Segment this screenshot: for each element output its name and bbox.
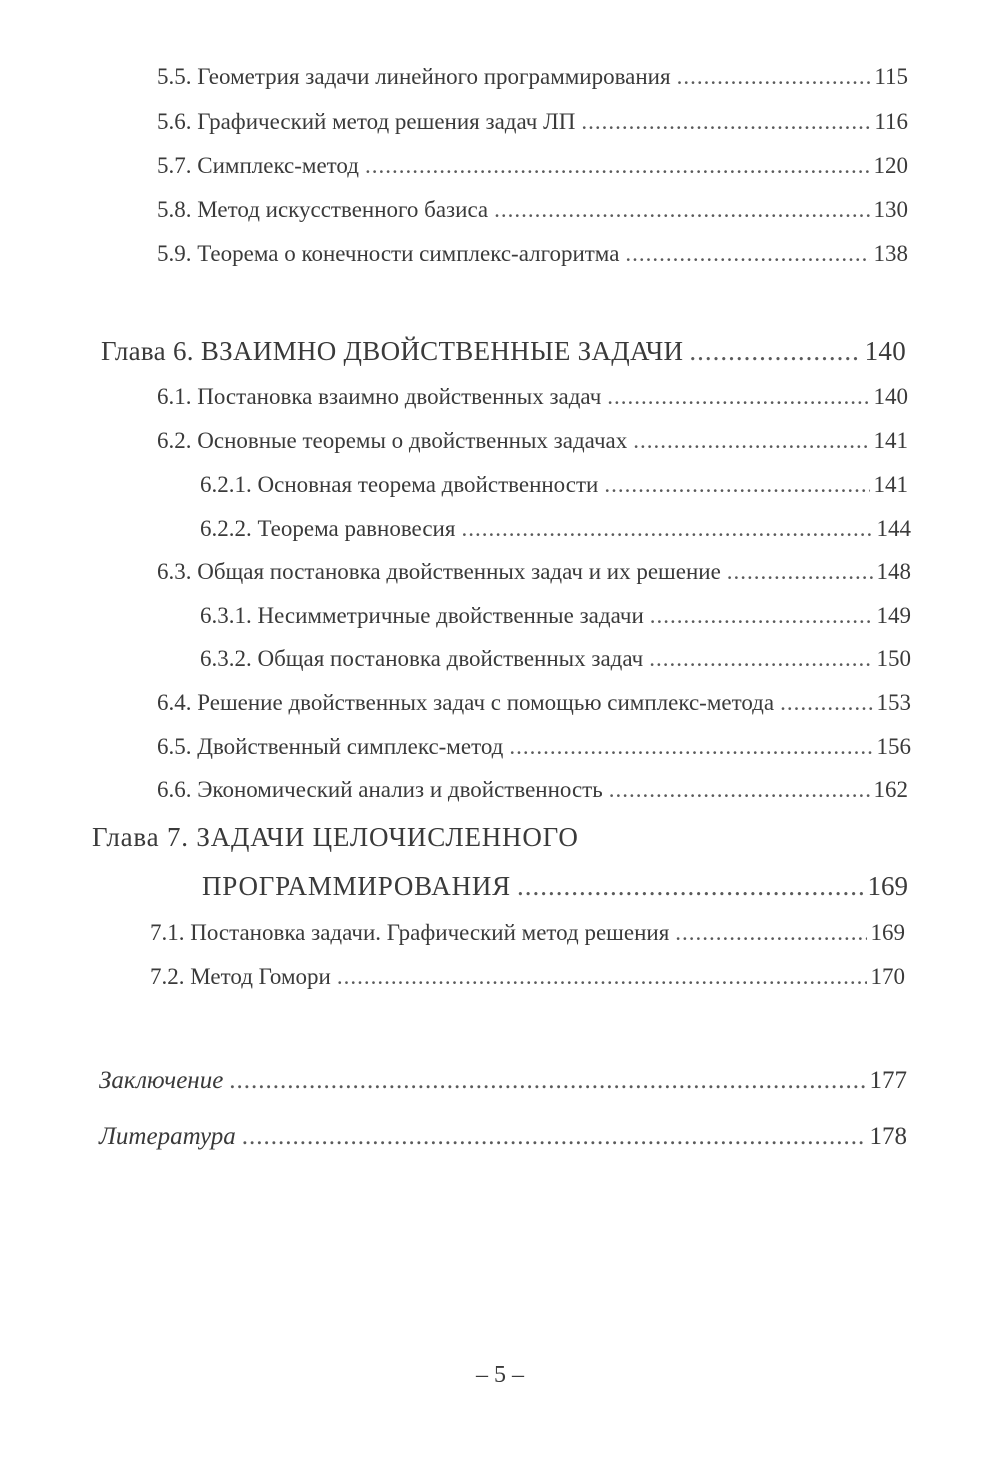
toc-entry-label: 5.6. Графический метод решения задач ЛП — [157, 109, 576, 134]
toc-entry-label: 5.8. Метод искусственного базиса — [157, 197, 489, 222]
toc-entry-literature — [99, 1122, 907, 1152]
dot-leader — [494, 195, 869, 225]
toc-chapter-label: ПРОГРАММИРОВАНИЯ — [202, 871, 511, 901]
dot-leader — [677, 62, 871, 92]
toc-entry-label: 6.2.1. Основная теорема двойственности — [200, 472, 599, 497]
dot-leader — [607, 382, 869, 412]
toc-entry-5-7 — [157, 151, 908, 181]
toc-entry-page: 120 — [873, 153, 908, 178]
toc-entry-page: 177 — [869, 1067, 907, 1094]
dot-leader — [727, 557, 873, 587]
toc-entry-label: Заключение — [99, 1067, 224, 1094]
toc-entry-6-2-1 — [200, 470, 908, 500]
toc-entry-5-6 — [157, 107, 908, 137]
toc-entry-page: 149 — [876, 603, 911, 628]
toc-entry-label: 7.2. Метод Гомори — [150, 964, 331, 989]
dot-leader — [689, 334, 860, 368]
toc-chapter-7-title-line1: Глава 7. ЗАДАЧИ ЦЕЛОЧИСЛЕННОГО — [92, 822, 579, 852]
toc-entry-5-9 — [157, 239, 908, 269]
dot-leader — [609, 775, 870, 805]
toc-entry-label: 5.7. Симплекс-метод — [157, 153, 359, 178]
dot-leader — [633, 426, 869, 456]
toc-entry-label: 6.3.2. Общая постановка двойственных задач — [200, 646, 644, 671]
toc-chapter-page: 169 — [867, 871, 908, 901]
toc-entry-label: 6.2.2. Теорема равновесия — [200, 516, 456, 541]
toc-entry-label: 7.1. Постановка задачи. Графический метод решения — [150, 920, 670, 945]
dot-leader — [649, 644, 872, 674]
toc-entry-6-4 — [157, 688, 911, 718]
toc-entry-page: 153 — [876, 690, 911, 715]
toc-entry-6-3 — [157, 557, 911, 587]
dot-leader — [650, 601, 873, 631]
toc-entry-page: 178 — [869, 1123, 907, 1150]
toc-entry-page: 150 — [876, 646, 911, 671]
toc-entry-5-5 — [157, 62, 908, 92]
toc-entry-page: 170 — [870, 964, 905, 989]
toc-entry-conclusion — [99, 1066, 907, 1096]
toc-entry-7-2 — [150, 962, 905, 992]
toc-entry-page: 144 — [876, 516, 911, 541]
toc-entry-label: 6.6. Экономический анализ и двойственность — [157, 777, 603, 802]
toc-entry-6-1 — [157, 382, 908, 412]
dot-leader — [242, 1122, 866, 1152]
toc-entry-page: 162 — [873, 777, 908, 802]
toc-entry-label: 6.1. Постановка взаимно двойственных задач — [157, 384, 602, 409]
toc-entry-label: 6.5. Двойственный симплекс-метод — [157, 734, 504, 759]
dot-leader — [517, 869, 864, 903]
dot-leader — [604, 470, 869, 500]
toc-entry-label: 5.9. Теорема о конечности симплекс-алгоритма — [157, 241, 620, 266]
dot-leader — [581, 107, 870, 137]
dot-leader — [229, 1066, 865, 1096]
toc-entry-page: 156 — [876, 734, 911, 759]
dot-leader — [365, 151, 870, 181]
toc-entry-page: 140 — [873, 384, 908, 409]
toc-entry-page: 169 — [870, 920, 905, 945]
toc-entry-6-3-2 — [200, 644, 911, 674]
toc-entry-page: 141 — [873, 472, 908, 497]
dot-leader — [780, 688, 872, 718]
toc-chapter-label: Глава 6. ВЗАИМНО ДВОЙСТВЕННЫЕ ЗАДАЧИ — [101, 336, 684, 366]
toc-entry-page: 148 — [876, 559, 911, 584]
toc-entry-label: 5.5. Геометрия задачи линейного программирования — [157, 64, 671, 89]
toc-entry-5-8 — [157, 195, 908, 225]
toc-chapter-page: 140 — [864, 336, 906, 366]
page-number: – 5 – — [476, 1362, 524, 1388]
toc-entry-7-1 — [150, 918, 905, 948]
toc-entry-page: 130 — [873, 197, 908, 222]
toc-entry-label: 6.3.1. Несимметричные двойственные задачи — [200, 603, 644, 628]
toc-entry-6-5 — [157, 732, 911, 762]
toc-entry-6-6 — [157, 775, 908, 805]
dot-leader — [461, 514, 872, 544]
toc-entry-label: 6.2. Основные теоремы о двойственных задачах — [157, 428, 628, 453]
toc-entry-page: 141 — [873, 428, 908, 453]
dot-leader — [509, 732, 872, 762]
toc-entry-label: 6.3. Общая постановка двойственных задач и их решение — [157, 559, 721, 584]
dot-leader — [625, 239, 869, 269]
toc-chapter-7 — [202, 869, 908, 903]
toc-entry-label: Литература — [99, 1123, 236, 1150]
toc-chapter-6 — [101, 334, 906, 368]
dot-leader — [337, 962, 867, 992]
toc-entry-page: 138 — [873, 241, 908, 266]
toc-entry-label: 6.4. Решение двойственных задач с помощью симплекс-метода — [157, 690, 775, 715]
toc-entry-page: 115 — [874, 64, 908, 89]
toc-entry-6-2-2 — [200, 514, 911, 544]
dot-leader — [675, 918, 866, 948]
toc-entry-6-3-1 — [200, 601, 911, 631]
toc-entry-6-2 — [157, 426, 908, 456]
toc-entry-page: 116 — [874, 109, 908, 134]
